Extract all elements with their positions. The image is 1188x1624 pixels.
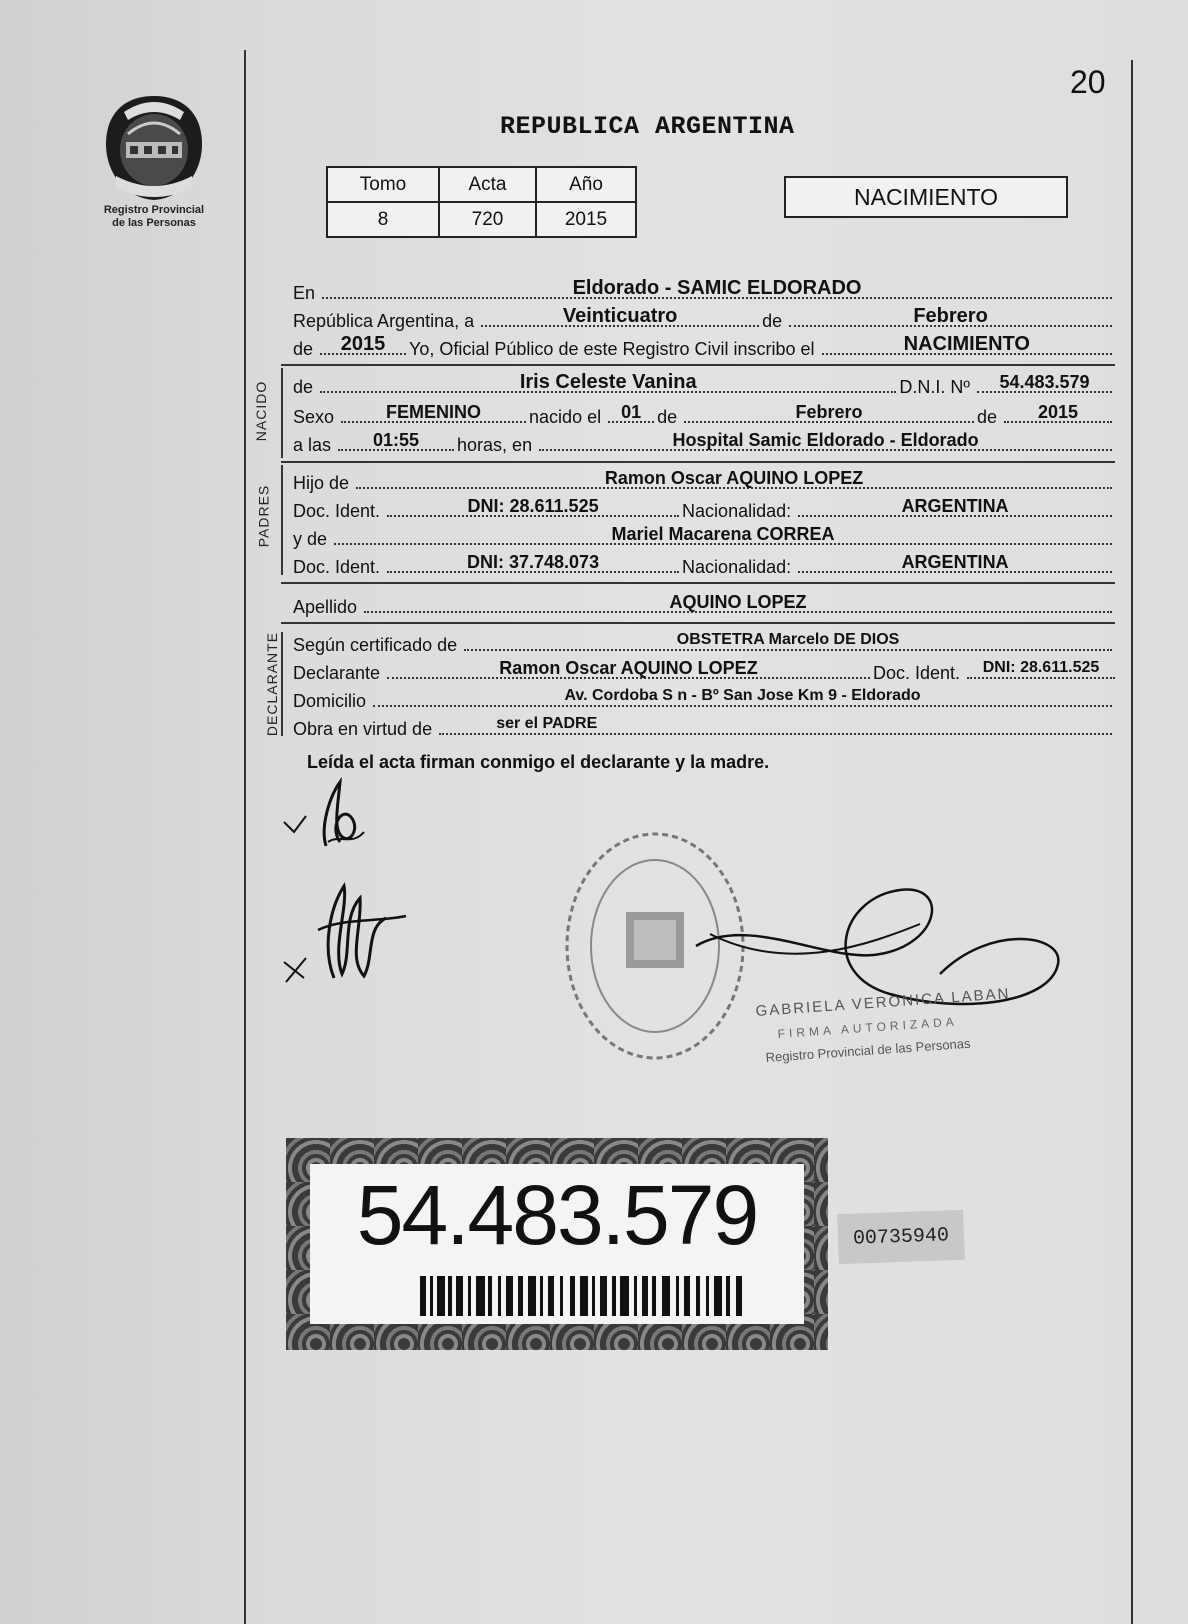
official-office: Registro Provincial de las Personas [765, 1035, 971, 1065]
declarante-doc-label: Doc. Ident. [872, 663, 960, 683]
father-doc-line [293, 494, 1115, 521]
dni-sticker [286, 1138, 828, 1350]
statement-label: Yo, Oficial Público de este Registro Civil inscribo el [409, 339, 815, 359]
sexo-label: Sexo [293, 407, 335, 427]
register-value-row [327, 202, 636, 237]
certificado-line [293, 628, 1115, 655]
nacido-section-divider [281, 364, 1115, 366]
day-field [481, 301, 759, 327]
father-nationality-value: ARGENTINA [901, 496, 1009, 516]
register-header-acta: Acta [439, 167, 536, 202]
declarante-doc-field [967, 653, 1115, 679]
nacido-section-label: NACIDO [253, 380, 270, 442]
certificado-label: Según certificado de [293, 635, 458, 655]
dni-label: D.N.I. Nº [899, 377, 970, 397]
a-las-label: a las [293, 435, 332, 455]
republic-label: República Argentina, a [293, 311, 475, 331]
birth-month-value: Febrero [795, 402, 863, 422]
padres-section-label: PADRES [255, 484, 272, 548]
horas-en-label: horas, en [457, 435, 533, 455]
nacido-de-label-3: de [976, 407, 997, 427]
certificado-field [464, 625, 1112, 651]
de-label-2: de [293, 339, 314, 359]
declarante-value: Ramon Oscar AQUINO LOPEZ [499, 658, 758, 678]
mother-doc-line [293, 550, 1115, 577]
declarante-line [293, 656, 1115, 683]
register-value-acta: 720 [439, 202, 536, 237]
apellido-value: AQUINO LOPEZ [669, 592, 807, 612]
birth-month-field [684, 397, 974, 423]
apellido-label: Apellido [293, 597, 358, 617]
birth-day-value: 01 [621, 402, 642, 422]
domicilio-label: Domicilio [293, 691, 367, 711]
act-field [822, 329, 1112, 355]
father-doc-field [387, 491, 679, 517]
intro-statement-line [293, 332, 1115, 359]
father-doc-value: DNI: 28.611.525 [467, 496, 599, 516]
domicilio-value: Av. Cordoba S n - Bº San Jose Km 9 - Eldorado [564, 687, 921, 704]
child-name-field [320, 367, 896, 393]
place-field [322, 273, 1112, 299]
birth-day-field [608, 397, 654, 423]
act-value: NACIMIENTO [903, 333, 1030, 355]
obra-line [293, 712, 1115, 739]
sheet-number: 20 [1070, 64, 1106, 100]
declarante-field [387, 653, 870, 679]
sex-field [341, 397, 526, 423]
child-dni-value: 54.483.579 [999, 372, 1090, 392]
mother-doc-value: DNI: 37.748.073 [467, 552, 600, 572]
en-label: En [293, 283, 316, 303]
official-name: GABRIELA VERONICA LABAN [755, 985, 1011, 1020]
child-name-value: Iris Celeste Vanina [519, 371, 697, 393]
nacido-de-label-2: de [657, 407, 678, 427]
registry-logo [94, 92, 214, 230]
declarante-doc-value: DNI: 28.611.525 [982, 659, 1100, 676]
mother-doc-field [387, 547, 679, 573]
mother-name-line [293, 522, 1115, 549]
father-name-value: Ramon Oscar AQUINO LOPEZ [604, 468, 864, 488]
register-header-tomo: Tomo [327, 167, 439, 202]
register-header-ano: Año [536, 167, 636, 202]
nacido-time-line [293, 428, 1115, 455]
serial-number: 00735940 [837, 1210, 965, 1264]
nacido-de-label: de [293, 377, 314, 397]
left-margin-line [244, 50, 246, 1624]
father-doc-label: Doc. Ident. [293, 501, 381, 521]
register-value-tomo: 8 [327, 202, 439, 237]
register-value-ano: 2015 [536, 202, 636, 237]
mother-nationality-field [798, 547, 1112, 573]
mother-signature [282, 878, 422, 988]
mother-nationality-label: Nacionalidad: [682, 557, 792, 577]
declarante-section-bar [281, 632, 283, 736]
dni-sticker-number: 54.483.579 [356, 1168, 758, 1262]
year-value: 2015 [340, 333, 386, 355]
nacido-el-label: nacido el [529, 407, 602, 427]
birth-hour-value: 01:55 [373, 430, 420, 450]
document-title: REPUBLICA ARGENTINA [500, 112, 795, 141]
month-value: Febrero [913, 305, 988, 327]
mother-doc-label: Doc. Ident. [293, 557, 381, 577]
domicilio-line [293, 684, 1115, 711]
official-signature [690, 884, 1070, 1074]
province-emblem-icon [102, 92, 206, 204]
month-field [789, 301, 1112, 327]
declarant-signature [280, 776, 390, 856]
right-margin-line [1131, 60, 1133, 1624]
nacido-section-bar [281, 368, 283, 458]
child-dni-field [977, 367, 1112, 393]
nacido-name-line [293, 370, 1115, 397]
record-type-box: NACIMIENTO [784, 176, 1068, 218]
declarante-section-label: DECLARANTE [264, 631, 281, 737]
father-name-field [356, 463, 1112, 489]
dni-sticker-label [310, 1164, 804, 1324]
obra-label: Obra en virtud de [293, 719, 433, 739]
official-title: FIRMA AUTORIZADA [777, 1014, 959, 1041]
birth-place-field [539, 425, 1112, 451]
closing-statement: Leída el acta firman conmigo el declarante y la madre. [307, 752, 770, 772]
obra-value: ser el PADRE [496, 715, 598, 732]
intro-place-line [293, 276, 1115, 303]
sex-value: FEMENINO [386, 402, 482, 422]
mother-name-value: Mariel Macarena CORREA [611, 524, 835, 544]
mother-nationality-value: ARGENTINA [901, 552, 1009, 572]
hijo-de-label: Hijo de [293, 473, 350, 493]
apellido-line [293, 590, 1115, 617]
father-name-line [293, 466, 1115, 493]
father-nationality-label: Nacionalidad: [682, 501, 792, 521]
father-nationality-field [798, 491, 1112, 517]
birth-place-value: Hospital Samic Eldorado - Eldorado [672, 430, 979, 450]
padres-section-bar [281, 465, 283, 575]
de-label-1: de [762, 311, 783, 331]
certificado-value: OBSTETRA Marcelo DE DIOS [676, 631, 900, 648]
birth-year-field [1004, 397, 1112, 423]
year-field [320, 329, 406, 355]
day-value: Veinticuatro [562, 305, 678, 327]
mother-name-field [334, 519, 1112, 545]
birth-hour-field [338, 425, 454, 451]
register-header-row [327, 167, 636, 202]
apellido-field [364, 587, 1112, 613]
domicilio-field [373, 681, 1112, 707]
declarante-label: Declarante [293, 663, 381, 683]
apellido-section-divider [281, 582, 1115, 584]
logo-text-line1: Registro Provincial [103, 204, 205, 216]
logo-text-line2: de las Personas [112, 217, 196, 229]
obra-field [439, 709, 1112, 735]
y-de-label: y de [293, 529, 328, 549]
declarante-section-divider [281, 622, 1115, 624]
nacido-sex-line [293, 400, 1115, 427]
register-table [326, 166, 637, 238]
barcode-icon [420, 1276, 744, 1316]
birth-year-value: 2015 [1037, 402, 1079, 422]
place-value: Eldorado - SAMIC ELDORADO [572, 277, 862, 299]
intro-date-line [293, 304, 1115, 331]
